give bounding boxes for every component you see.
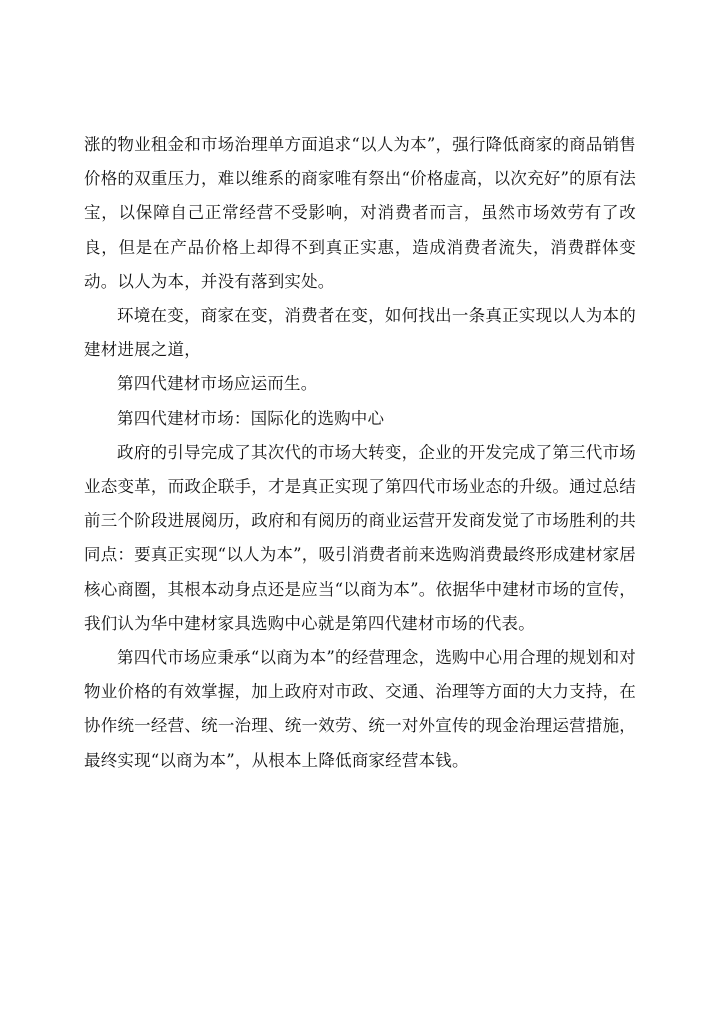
paragraph-2: 环境在变，商家在变，消费者在变，如何找出一条真正实现以人为本的建材进展之道， [84,306,636,360]
paragraph-3: 第四代建材市场应运而生。 [117,374,318,394]
paragraph-1: 涨的物业租金和市场治理单方面追求“以人为本”，强行降低商家的商品销售价格的双重压力，难以维系的商家唯有祭出“价格虚高，以次充好”的原有法宝，以保障自己正常经营不受影响，对消费者而言，虽然市场效劳有了改良，但是在产品价格上却得不到真正实惠，造成消费者流失，消费群体变动。以人为本，并没有落到实处。 [84,135,636,291]
section-heading: 第四代建材市场：国际化的选购中心 [117,408,385,428]
paragraph-6: 第四代市场应秉承“以商为本”的经营理念，选购中心用合理的规划和对物业价格的有效掌握，加上政府对市政、交通、治理等方面的大力支持，在协作统一经营、统一治理、统一效劳、统一对外宣传的现金治理运营措施，最终实现“以商为本”，从根本上降低商家经营本钱。 [84,648,636,770]
document-body [84,128,636,778]
paragraph-5: 政府的引导完成了其次代的市场大转变，企业的开发完成了第三代市场业态变革，而政企联手，才是真正实现了第四代市场业态的升级。通过总结前三个阶段进展阅历，政府和有阅历的商业运营开发商发觉了市场胜利的共同点：要真正实现“以人为本”，吸引消费者前来选购消费最终形成建材家居核心商圈，其根本动身点还是应当“以商为本”。依据华中建材市场的宣传，我们认为华中建材家具选购中心就是第四代建材市场的代表。 [84,442,636,633]
